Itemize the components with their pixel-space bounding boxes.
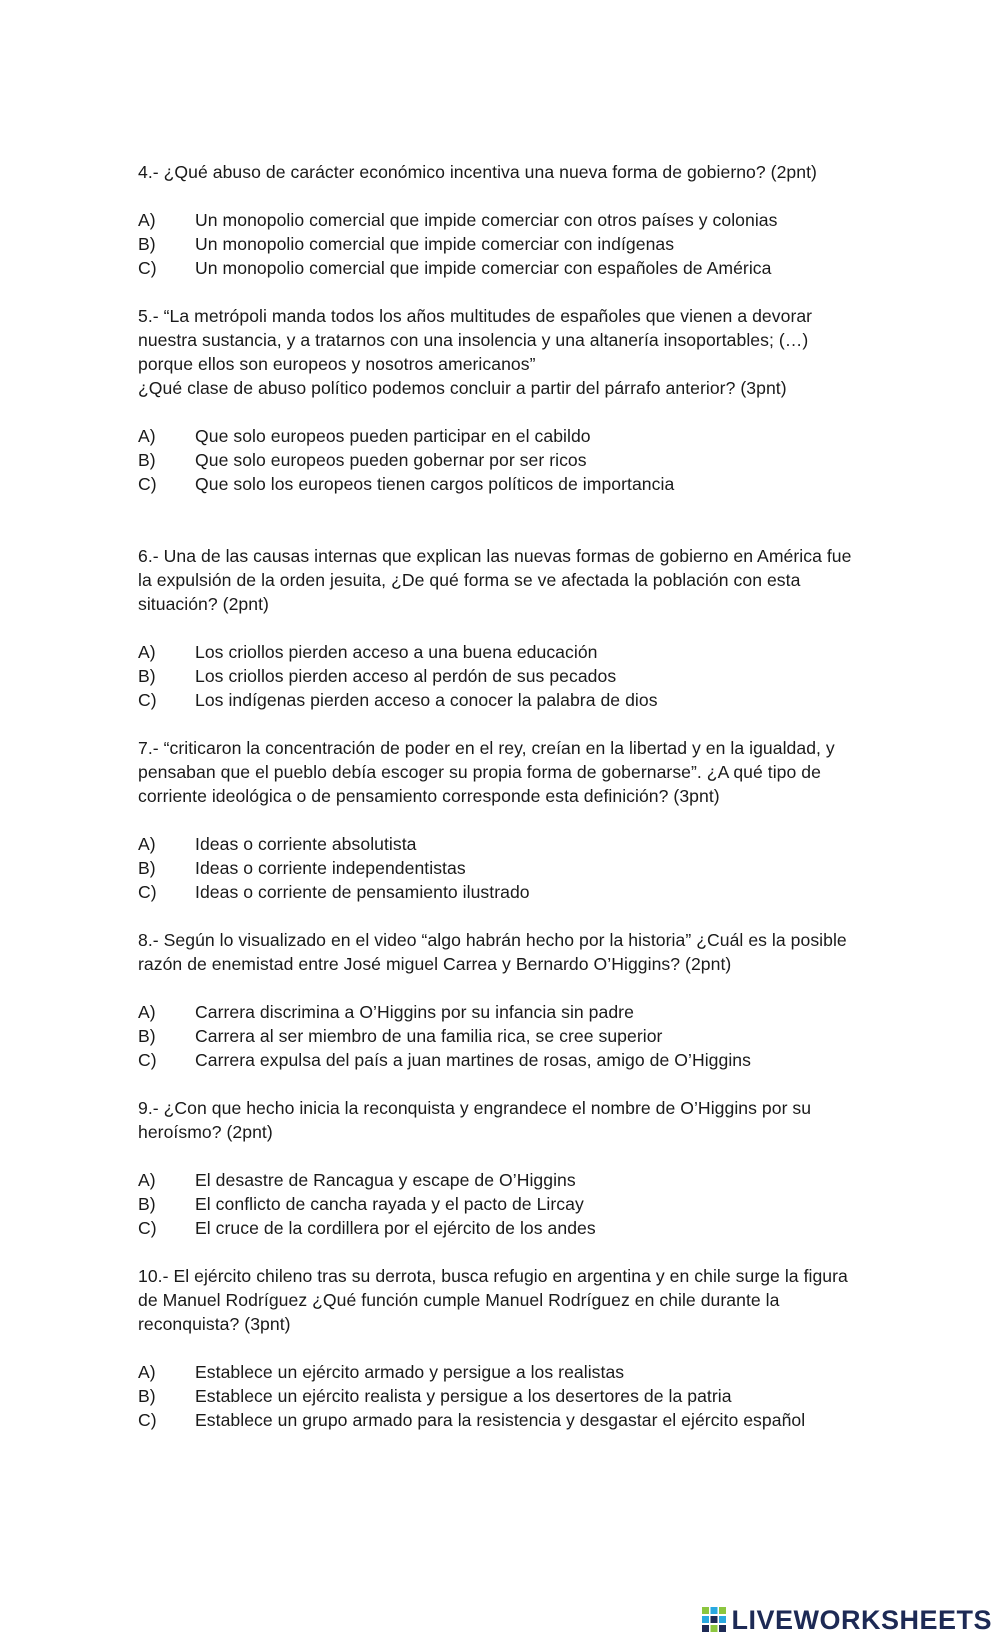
question-10-options bbox=[138, 1360, 868, 1432]
option-text: El conflicto de cancha rayada y el pacto de Lircay bbox=[195, 1194, 584, 1214]
question-9-line-1: 9.- ¿Con que hecho inicia la reconquista y engrandece el nombre de O’Higgins por su bbox=[138, 1098, 812, 1118]
question-10-option-c bbox=[138, 1408, 868, 1432]
option-text: Carrera al ser miembro de una familia rica, se cree superior bbox=[195, 1026, 663, 1046]
question-6 bbox=[138, 544, 868, 712]
option-letter: B) bbox=[138, 450, 156, 470]
option-letter: A) bbox=[138, 426, 156, 446]
question-5-option-a bbox=[138, 424, 868, 448]
option-text: Ideas o corriente absolutista bbox=[195, 834, 417, 854]
question-8 bbox=[138, 928, 868, 1072]
option-letter: A) bbox=[138, 834, 156, 854]
question-5-line-1: 5.- “La metrópoli manda todos los años multitudes de españoles que vienen a devorar bbox=[138, 306, 813, 326]
question-7-option-a bbox=[138, 832, 868, 856]
option-letter: B) bbox=[138, 1386, 156, 1406]
question-4-option-c bbox=[138, 256, 868, 280]
option-text: Los indígenas pierden acceso a conocer la palabra de dios bbox=[195, 690, 658, 710]
spacer bbox=[138, 1072, 868, 1096]
question-4-line-1: 4.- ¿Qué abuso de carácter económico incentiva una nueva forma de gobierno? (2pnt) bbox=[138, 162, 817, 182]
question-4-options bbox=[138, 208, 868, 280]
option-text: Los criollos pierden acceso al perdón de sus pecados bbox=[195, 666, 617, 686]
option-text: Ideas o corriente de pensamiento ilustrado bbox=[195, 882, 530, 902]
option-text: Que solo europeos pueden participar en el cabildo bbox=[195, 426, 591, 446]
option-letter: B) bbox=[138, 666, 156, 686]
question-4-option-b bbox=[138, 232, 868, 256]
question-7-line-2: pensaban que el pueblo debía escoger su propia forma de gobernarse”. ¿A qué tipo de bbox=[138, 762, 821, 782]
question-9 bbox=[138, 1096, 868, 1240]
question-10-line-2: de Manuel Rodríguez ¿Qué función cumple Manuel Rodríguez en chile durante la bbox=[138, 1290, 780, 1310]
question-8-line-2: razón de enemistad entre José miguel Carrea y Bernardo O’Higgins? (2pnt) bbox=[138, 954, 732, 974]
question-10-line-3: reconquista? (3pnt) bbox=[138, 1314, 291, 1334]
question-7 bbox=[138, 736, 868, 904]
option-letter: C) bbox=[138, 1410, 157, 1430]
option-text: Los criollos pierden acceso a una buena educación bbox=[195, 642, 598, 662]
option-text: Establece un grupo armado para la resistencia y desgastar el ejército español bbox=[195, 1410, 806, 1430]
question-6-line-3: situación? (2pnt) bbox=[138, 594, 269, 614]
option-letter: A) bbox=[138, 210, 156, 230]
question-10-option-a bbox=[138, 1360, 868, 1384]
question-10-line-1: 10.- El ejército chileno tras su derrota, busca refugio en argentina y en chile surge la figura bbox=[138, 1266, 848, 1286]
option-letter: B) bbox=[138, 1026, 156, 1046]
option-text: Un monopolio comercial que impide comerciar con otros países y colonias bbox=[195, 210, 778, 230]
questions-container bbox=[138, 160, 868, 1432]
question-5-option-c bbox=[138, 472, 868, 496]
question-6-line-1: 6.- Una de las causas internas que explican las nuevas formas de gobierno en América fue bbox=[138, 546, 852, 566]
question-6-line-2: la expulsión de la orden jesuita, ¿De qué forma se ve afectada la población con esta bbox=[138, 570, 801, 590]
liveworksheets-logo bbox=[701, 1603, 992, 1637]
question-4 bbox=[138, 160, 868, 280]
spacer bbox=[138, 496, 868, 544]
question-4-option-a bbox=[138, 208, 868, 232]
option-text: Establece un ejército armado y persigue a los realistas bbox=[195, 1362, 625, 1382]
question-8-options bbox=[138, 1000, 868, 1072]
option-letter: C) bbox=[138, 474, 157, 494]
option-text: Ideas o corriente independentistas bbox=[195, 858, 466, 878]
question-6-options bbox=[138, 640, 868, 712]
question-9-option-b bbox=[138, 1192, 868, 1216]
option-letter: C) bbox=[138, 1218, 157, 1238]
option-letter: B) bbox=[138, 858, 156, 878]
question-10-option-b bbox=[138, 1384, 868, 1408]
question-6-option-a bbox=[138, 640, 868, 664]
question-9-option-a bbox=[138, 1168, 868, 1192]
option-text: Que solo los europeos tienen cargos políticos de importancia bbox=[195, 474, 675, 494]
option-text: Un monopolio comercial que impide comerciar con indígenas bbox=[195, 234, 675, 254]
spacer bbox=[138, 712, 868, 736]
question-9-option-c bbox=[138, 1216, 868, 1240]
question-7-line-1: 7.- “criticaron la concentración de poder en el rey, creían en la libertad y en la igualdad, y bbox=[138, 738, 835, 758]
option-letter: A) bbox=[138, 1362, 156, 1382]
option-text: Un monopolio comercial que impide comerciar con españoles de América bbox=[195, 258, 772, 278]
question-6-option-b bbox=[138, 664, 868, 688]
question-5-line-2: nuestra sustancia, y a tratarnos con una insolencia y una altanería insoportables; (…) bbox=[138, 330, 809, 350]
option-letter: A) bbox=[138, 642, 156, 662]
option-text: Carrera expulsa del país a juan martines de rosas, amigo de O’Higgins bbox=[195, 1050, 751, 1070]
question-8-option-c bbox=[138, 1048, 868, 1072]
option-letter: B) bbox=[138, 1194, 156, 1214]
spacer bbox=[138, 1240, 868, 1264]
question-5-line-3: porque ellos son europeos y nosotros americanos” bbox=[138, 354, 536, 374]
question-7-option-c bbox=[138, 880, 868, 904]
option-letter: C) bbox=[138, 690, 157, 710]
question-5 bbox=[138, 304, 868, 496]
question-7-line-3: corriente ideológica o de pensamiento corresponde esta definición? (3pnt) bbox=[138, 786, 720, 806]
option-letter: B) bbox=[138, 234, 156, 254]
liveworksheets-logo-text: LIVEWORKSHEETS bbox=[731, 1604, 992, 1635]
spacer bbox=[138, 904, 868, 928]
option-letter: C) bbox=[138, 1050, 157, 1070]
option-text: Que solo europeos pueden gobernar por ser ricos bbox=[195, 450, 587, 470]
question-6-option-c bbox=[138, 688, 868, 712]
question-8-line-1: 8.- Según lo visualizado en el video “algo habrán hecho por la historia” ¿Cuál es la posible bbox=[138, 930, 847, 950]
question-5-option-b bbox=[138, 448, 868, 472]
question-8-option-a bbox=[138, 1000, 868, 1024]
option-letter: C) bbox=[138, 882, 157, 902]
question-7-options bbox=[138, 832, 868, 904]
liveworksheets-logo-icon bbox=[701, 1605, 727, 1635]
question-9-line-2: heroísmo? (2pnt) bbox=[138, 1122, 273, 1142]
question-5-options bbox=[138, 424, 868, 496]
option-text: El desastre de Rancagua y escape de O’Higgins bbox=[195, 1170, 576, 1190]
option-letter: A) bbox=[138, 1002, 156, 1022]
question-5-line-4: ¿Qué clase de abuso político podemos concluir a partir del párrafo anterior? (3pnt) bbox=[138, 378, 787, 398]
option-text: Establece un ejército realista y persigue a los desertores de la patria bbox=[195, 1386, 732, 1406]
spacer bbox=[138, 280, 868, 304]
option-text: Carrera discrimina a O’Higgins por su infancia sin padre bbox=[195, 1002, 634, 1022]
option-letter: A) bbox=[138, 1170, 156, 1190]
question-8-option-b bbox=[138, 1024, 868, 1048]
option-letter: C) bbox=[138, 258, 157, 278]
question-7-option-b bbox=[138, 856, 868, 880]
option-text: El cruce de la cordillera por el ejército de los andes bbox=[195, 1218, 596, 1238]
question-9-options bbox=[138, 1168, 868, 1240]
question-10 bbox=[138, 1264, 868, 1432]
